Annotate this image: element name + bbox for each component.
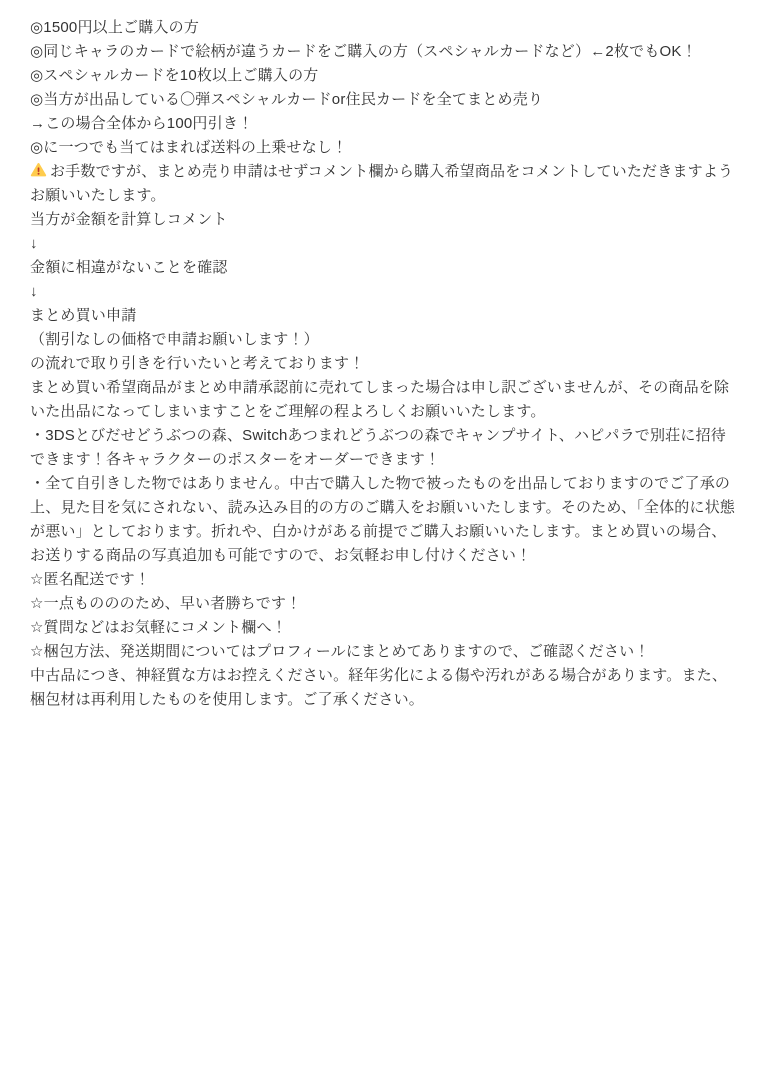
star-note-packaging-profile: ☆梱包方法、発送期間についてはプロフィールにまとめてありますので、ご確認ください！ — [30, 643, 650, 660]
condition-line: ◎同じキャラのカードで絵柄が違うカードをご購入の方（スペシャルカードなど）←2枚でもOK！ — [30, 43, 697, 60]
shipping-note: ◎に一つでも当てはまれば送料の上乗せなし！ — [30, 139, 348, 156]
warning-triangle-icon — [30, 162, 47, 178]
flow-step-note: （割引なしの価格で申請お願いします！） — [30, 331, 319, 348]
flow-closing: の流れで取り引きを行いたいと考えております！ — [30, 355, 365, 372]
down-arrow-icon: ↓ — [30, 283, 38, 300]
star-note-anonymous-shipping: ☆匿名配送です！ — [30, 571, 151, 588]
flow-step: まとめ買い申請 — [30, 307, 137, 324]
condition-line: ◎1500円以上ご購入の方 — [30, 19, 200, 36]
warning-text: お手数ですが、まとめ売り申請はせずコメント欄から購入希望商品をコメントしていただきますようお願いいたします。 — [30, 163, 734, 204]
down-arrow-icon: ↓ — [30, 235, 38, 252]
bullet-invite-note: ・3DSとびだせどうぶつの森、Switchあつまれどうぶつの森でキャンプサイト、ハピパラで別荘に招待できます！各キャラクターのポスターをオーダーできます！ — [30, 427, 726, 468]
bullet-condition-note: ・全て自引きした物ではありません。中古で購入した物で被ったものを出品しておりますのでご了承の上、見た目を気にされない、読み込み目的の方のご購入をお願いいたします。そのため、「全体的に状態が悪い」としております。折れや、白かけがある前提でご購入お願いいたします。まとめ買いの場合、お送りする商品の写真追加も可能ですので、お気軽お申し付けください！ — [30, 475, 736, 564]
flow-step: 金額に相違がないことを確認 — [30, 259, 228, 276]
sold-out-note: まとめ買い希望商品がまとめ申請承認前に売れてしまった場合は申し訳ございませんが、その商品を除いた出品になってしまいますことをご理解の程よろしくお願いいたします。 — [30, 379, 730, 420]
disclaimer: 中古品につき、神経質な方はお控えください。経年劣化による傷や汚れがある場合があります。また、梱包材は再利用したものを使用します。ご了承ください。 — [30, 667, 728, 708]
condition-line: ◎当方が出品している〇弾スペシャルカードor住民カードを全てまとめ売り — [30, 91, 544, 108]
condition-line: ◎スペシャルカードを10枚以上ご購入の方 — [30, 67, 319, 84]
star-note-questions: ☆質問などはお気軽にコメント欄へ！ — [30, 619, 287, 636]
flow-step: 当方が金額を計算しコメント — [30, 211, 228, 228]
bulk-sale-conditions — [30, 16, 736, 136]
purchase-flow — [30, 208, 736, 352]
star-note-one-of-a-kind: ☆一点ものののため、早い者勝ちです！ — [30, 595, 302, 612]
warning-paragraph — [30, 160, 736, 208]
discount-note: →この場合全体から100円引き！ — [30, 115, 254, 132]
